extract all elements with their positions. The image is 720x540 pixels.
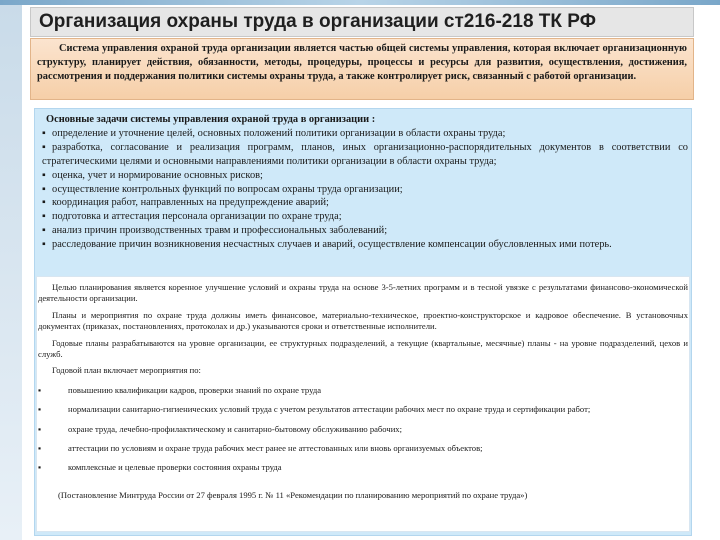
bullet-icon: ▪	[38, 384, 42, 395]
bullet-icon: ▪	[42, 183, 46, 195]
slide-title: Организация охраны труда в организации ст216-218 ТК РФ	[39, 11, 596, 32]
tasks-section	[36, 113, 688, 252]
bullet-icon: ▪	[42, 169, 46, 181]
bullet-icon: ▪	[38, 423, 42, 434]
planning-support-paragraph: Планы и мероприятия по охране труда должны иметь финансовое, материально-техническое, проектно-конструкторское и кадровое обеспечение. В установочных документах (приказах, постановлениях, протоколах и др.) указываются сроки и ответственные исполнители.	[38, 309, 688, 332]
intro-paragraph: Система управления охраной труда организации является частью общей системы управления, которая включает организационную структуру, планирует действия, обязанности, методы, процедуры, процессы и ресурсы для развития, осуществления, достижения, рассмотрения и поддержания политики системы охраны труда, а также контролирует риск, связанный с работой организации.	[30, 38, 694, 100]
title-bar	[30, 7, 694, 37]
tasks-heading: Основные задачи системы управления охраной труда в организации :	[46, 114, 376, 125]
annual-plan-item: ▪ нормализации санитарно-гигиенических условий труда с учетом результатов аттестации рабочих мест по охране труда и сертификации работ;	[38, 404, 591, 415]
task-item: ▪ разработка, согласование и реализация программ, планов, иных организационно-распорядительных документов в соответствии со стратегическими целями и основными направлениями политики организации в области охраны труда;	[42, 141, 688, 167]
regulation-footnote: (Постановление Минтруда России от 27 февраля 1995 г. № 11 «Рекомендации по планированию мероприятий по охране труда»)	[58, 489, 528, 500]
bullet-icon: ▪	[38, 404, 42, 415]
bullet-icon: ▪	[42, 225, 46, 237]
task-item: ▪ анализ причин производственных травм и профессиональных заболеваний;	[42, 225, 388, 237]
annual-plan-item: ▪ повышению квалификации кадров, проверки знаний по охране труда	[38, 384, 322, 395]
annual-plan-item: ▪ охране труда, лечебно-профилактическому и санитарно-бытовому обслуживанию рабочих;	[38, 423, 402, 434]
annual-plan-intro: Годовой план включает мероприятия по:	[52, 365, 201, 376]
bullet-icon: ▪	[42, 127, 46, 139]
planning-section	[38, 282, 688, 501]
planning-levels-paragraph: Годовые планы разрабатываются на уровне организации, ее структурных подразделений, а текущие (квартальные, месячные) планы - на уровне подразделений, цехов и служб.	[38, 337, 688, 360]
task-item: ▪ оценка, учет и нормирование основных рисков;	[42, 169, 263, 181]
bullet-icon: ▪	[42, 211, 46, 223]
bullet-icon: ▪	[42, 239, 46, 251]
annual-plan-item: ▪ аттестации по условиям и охране труда рабочих мест ранее не аттестованных или вновь организуемых объектов;	[38, 443, 483, 454]
bullet-icon: ▪	[42, 141, 46, 153]
task-item: ▪ осуществление контрольных функций по вопросам охраны труда организации;	[42, 183, 403, 195]
task-item: ▪ подготовка и аттестация персонала организации по охране труда;	[42, 211, 342, 223]
bullet-icon: ▪	[42, 197, 46, 209]
planning-goal-paragraph: Целью планирования является коренное улучшение условий и охраны труда на основе 3-5-летних программ и в тесной увязке с результатами финансово-экономической деятельности организации.	[38, 282, 688, 304]
task-item: ▪ координация работ, направленных на предупреждение аварий;	[42, 197, 329, 209]
task-item: ▪ расследование причин возникновения несчастных случаев и аварий, осуществление компенсации обусловленных ими потерь.	[42, 239, 612, 251]
bullet-icon: ▪	[38, 443, 42, 454]
bullet-icon: ▪	[38, 462, 42, 473]
task-item: ▪ определение и уточнение целей, основных положений политики организации в области охраны труда;	[42, 127, 506, 139]
left-decor-stripe	[0, 5, 22, 540]
top-decor-stripe	[0, 0, 720, 5]
annual-plan-item: ▪ комплексные и целевые проверки состояния охраны труда	[38, 462, 282, 473]
